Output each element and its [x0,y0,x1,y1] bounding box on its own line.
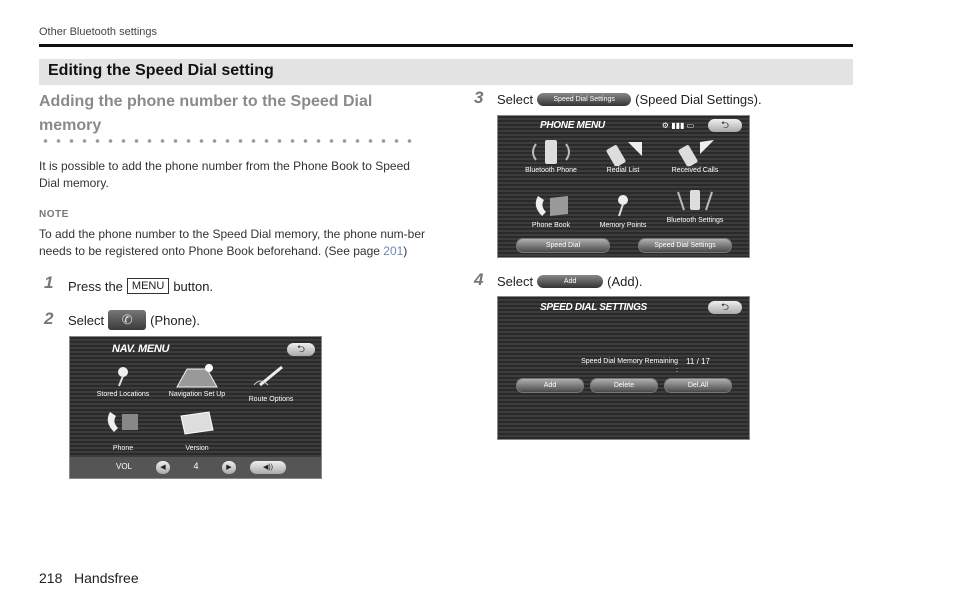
received-icon [672,138,718,166]
step-2-text: Select ✆ (Phone). [68,310,200,330]
note-text: To add the phone number to the Speed Dial memory, the phone num-ber needs to be registered onto Phone Book beforehand. (See page 201) [39,227,426,258]
cellphone-icon [528,138,574,166]
step-3-text: Select Speed Dial Settings (Speed Dial Settings). [497,92,762,107]
remaining-value: 11 / 17 [686,357,710,366]
phone-menu-screen [497,115,750,258]
redial-icon [600,138,646,166]
subsection-title: Adding the phone number to the Speed Dial memory [39,93,373,134]
chapter-name: Handsfree [74,570,139,586]
speed-dial-settings-button[interactable]: Speed Dial Settings [638,238,732,253]
phone-back-button[interactable]: ⮌ [708,119,742,132]
page-number: 218 [39,570,63,586]
running-head: Other Bluetooth settings [39,26,158,38]
phonebook-icon [528,192,574,218]
step-2-number: 2 [44,309,54,328]
memory-pin-icon [600,192,646,218]
pen-icon [248,363,294,389]
speed-dial-button[interactable]: Speed Dial [516,238,610,253]
pin-icon [100,365,146,387]
speaker-button[interactable]: ◀)) [250,461,286,474]
step-1-number: 1 [44,273,54,292]
vol-value: 4 [193,461,199,471]
status-icons: ⚙ ▮▮▮ ▭ [661,121,695,130]
phone-item-bluetooth-settings[interactable]: Bluetooth Settings [666,217,724,224]
bluetooth-icon [672,188,718,214]
add-key-icon: Add [537,275,603,288]
delete-button[interactable]: Delete [590,378,658,393]
section-title: Editing the Speed Dial setting [48,62,274,79]
dotted-divider [39,138,419,144]
flag-icon [173,363,221,389]
phone-menu-title: PHONE MENU [540,120,605,131]
add-button[interactable]: Add [516,378,584,393]
speed-dial-settings-title: SPEED DIAL SETTINGS [540,302,647,313]
intro-paragraph: It is possible to add the phone number from the Phone Book to Speed Dial memory. [39,159,410,190]
header-rule [39,44,853,47]
book-icon [173,410,219,436]
page-footer [39,570,139,586]
step-4-number: 4 [474,270,484,289]
nav-item-navigation-set-up[interactable]: Navigation Set Up [168,391,226,398]
del-all-button[interactable]: Del.All [664,378,732,393]
speed-dial-settings-screen [497,296,750,440]
speed-dial-back-button[interactable]: ⮌ [708,301,742,314]
nav-item-stored-locations[interactable]: Stored Locations [96,391,150,398]
menu-key-icon: MENU [127,278,169,294]
vol-label: VOL [115,462,132,471]
phone-item-received-calls[interactable]: Received Calls [671,167,719,174]
nav-back-button[interactable]: ⮌ [287,343,315,356]
phone-item-memory-points[interactable]: Memory Points [599,222,647,229]
phone-item-redial-list[interactable]: Redial List [606,167,640,174]
step-3-number: 3 [474,88,484,107]
step-1-text: Press the MENU button. [68,278,214,294]
nav-item-version[interactable]: Version [185,445,209,452]
speed-dial-settings-key-icon: Speed Dial Settings [537,93,631,106]
step-4-text: Select Add (Add). [497,274,643,289]
note-label: NOTE [39,209,69,220]
phone-item-bluetooth-phone[interactable]: Bluetooth Phone [525,167,577,174]
nav-item-route-options[interactable]: Route Options [248,396,294,403]
nav-item-phone[interactable]: Phone [112,445,134,452]
nav-menu-screen [69,336,322,479]
remaining-label: Speed Dial Memory Remaining : [581,358,678,374]
vol-down-button[interactable]: ◀ [156,461,170,474]
phone-item-phone-book[interactable]: Phone Book [531,222,571,229]
phone-key-icon: ✆ [108,310,146,330]
vol-up-button[interactable]: ▶ [222,461,236,474]
nav-menu-title: NAV. MENU [112,343,170,355]
phone-icon [100,410,146,434]
page-reference-link[interactable]: 201 [383,244,404,258]
